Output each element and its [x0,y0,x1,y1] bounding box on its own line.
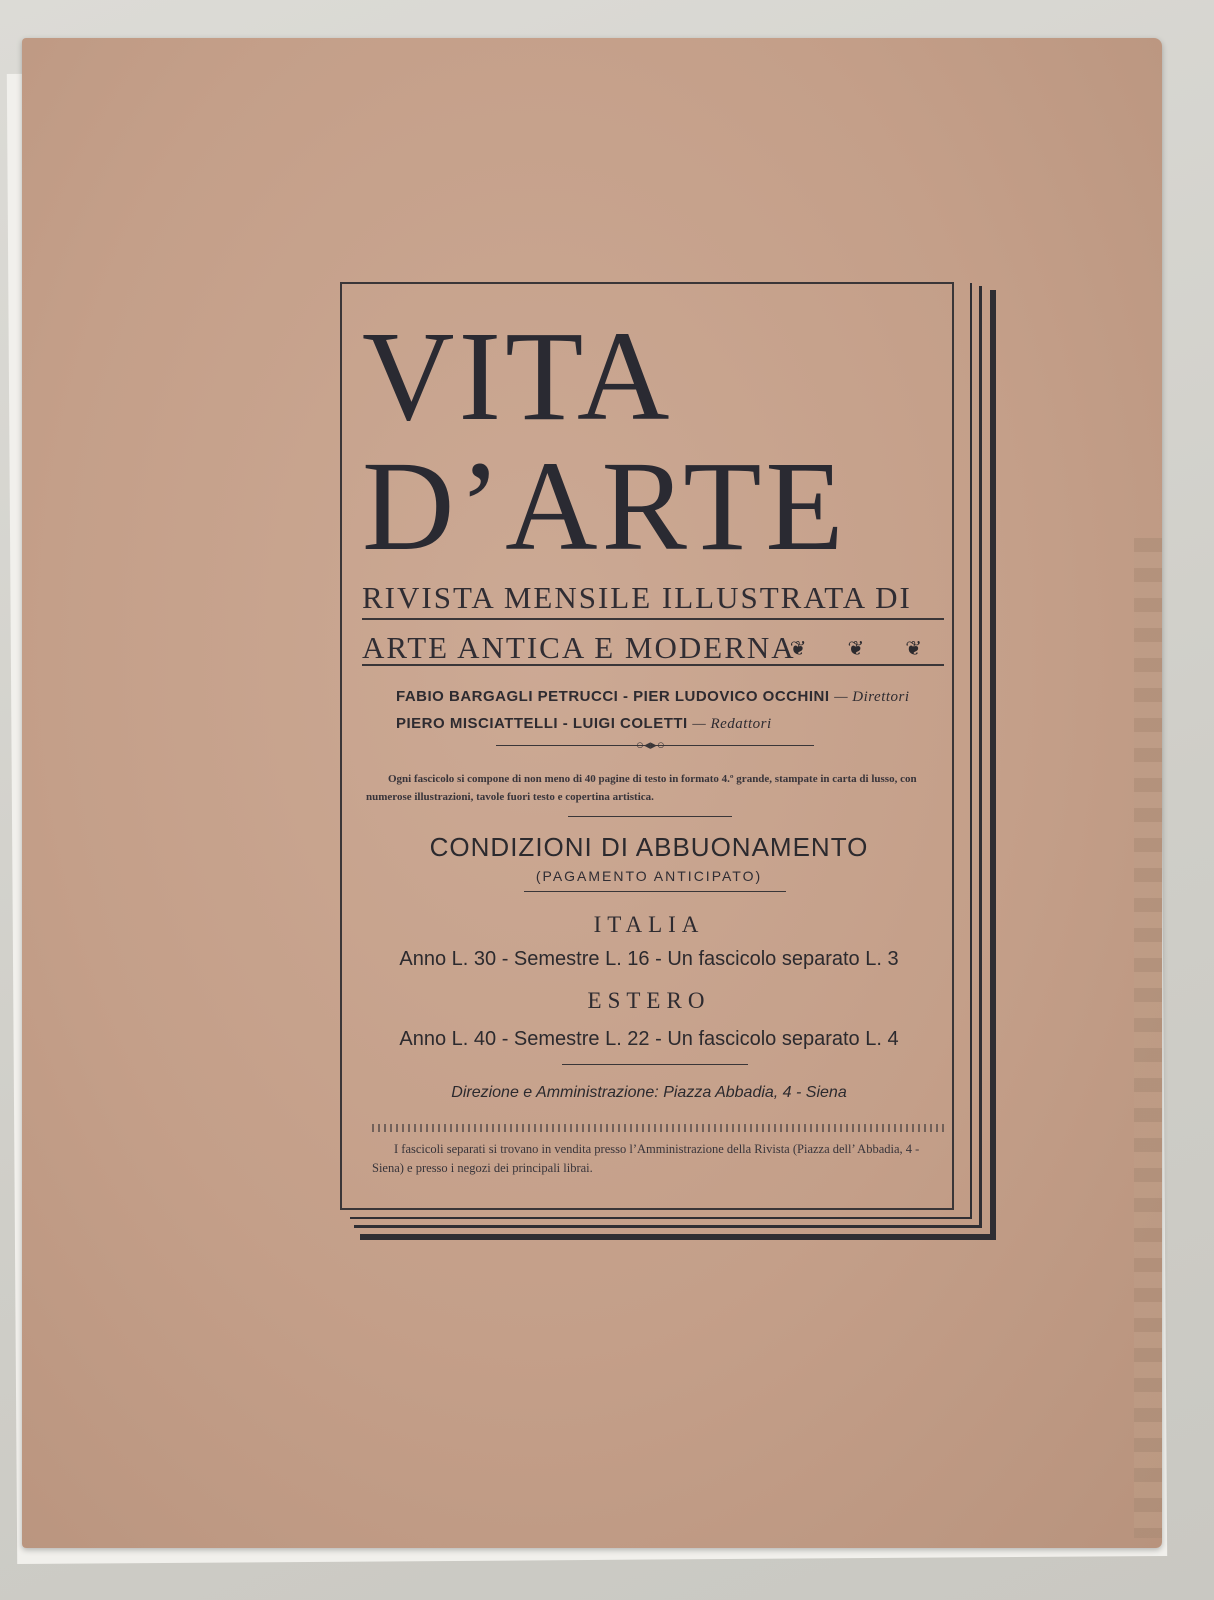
estero-label: ESTERO [587,988,711,1013]
conditions-title: CONDIZIONI DI ABBUONAMENTO [429,832,869,862]
description-text: Ogni fascicolo si compone di non meno di 40 pagine di testo in formato 4.º grande, stampate in carta di lusso, con numerose illustrazioni, tavole fuori testo e copertina artistica. [366,773,917,803]
editors-role: — Redattori [692,716,772,732]
italia-prices: Anno L. 30 - Semestre L. 16 - Un fascicolo separato L. 3 [399,948,899,970]
directors-names: FABIO BARGAGLI PETRUCCI - PIER LUDOVICO OCCHINI [396,688,830,705]
subtitle-line1: RIVISTA MENSILE ILLUSTRATA DI [362,580,912,615]
conditions-subtitle: (PAGAMENTO ANTICIPATO) [535,868,763,884]
masthead-title-line2: D’ARTE [362,435,848,577]
subtitle-rule [362,664,944,666]
subtitle-rule [362,618,944,620]
editors-line [396,715,936,733]
estero-prices: Anno L. 40 - Semestre L. 22 - Un fascicolo separato L. 4 [399,1028,899,1050]
ornamental-divider [496,737,814,752]
fleuron-ornaments: ❦ ❦ ❦ [789,638,940,660]
masthead-title-line1: VITA [362,305,674,447]
short-rule [562,1064,748,1065]
footer-note: I fascicoli separati si trovano in vendita presso l’Amministrazione della Rivista (Piazza dell’ Abbadia, 4 - Siena) e presso i negozi dei principali librai. [372,1142,920,1175]
worn-edge [1134,538,1162,1538]
divider-ornament: ○◂▸○ [636,737,665,752]
italia-label: ITALIA [593,912,705,937]
directors-role: — Direttori [834,689,910,705]
short-rule [568,816,732,817]
wavy-rule [372,1124,946,1132]
editors-names: PIERO MISCIATTELLI - LUIGI COLETTI [396,715,688,732]
printed-frame [340,282,954,1210]
short-rule [524,891,786,892]
directors-line [396,688,936,706]
subtitle-line2: ARTE ANTICA E MODERNA [362,630,796,665]
address-line: Direzione e Amministrazione: Piazza Abbadia, 4 - Siena [451,1084,847,1101]
